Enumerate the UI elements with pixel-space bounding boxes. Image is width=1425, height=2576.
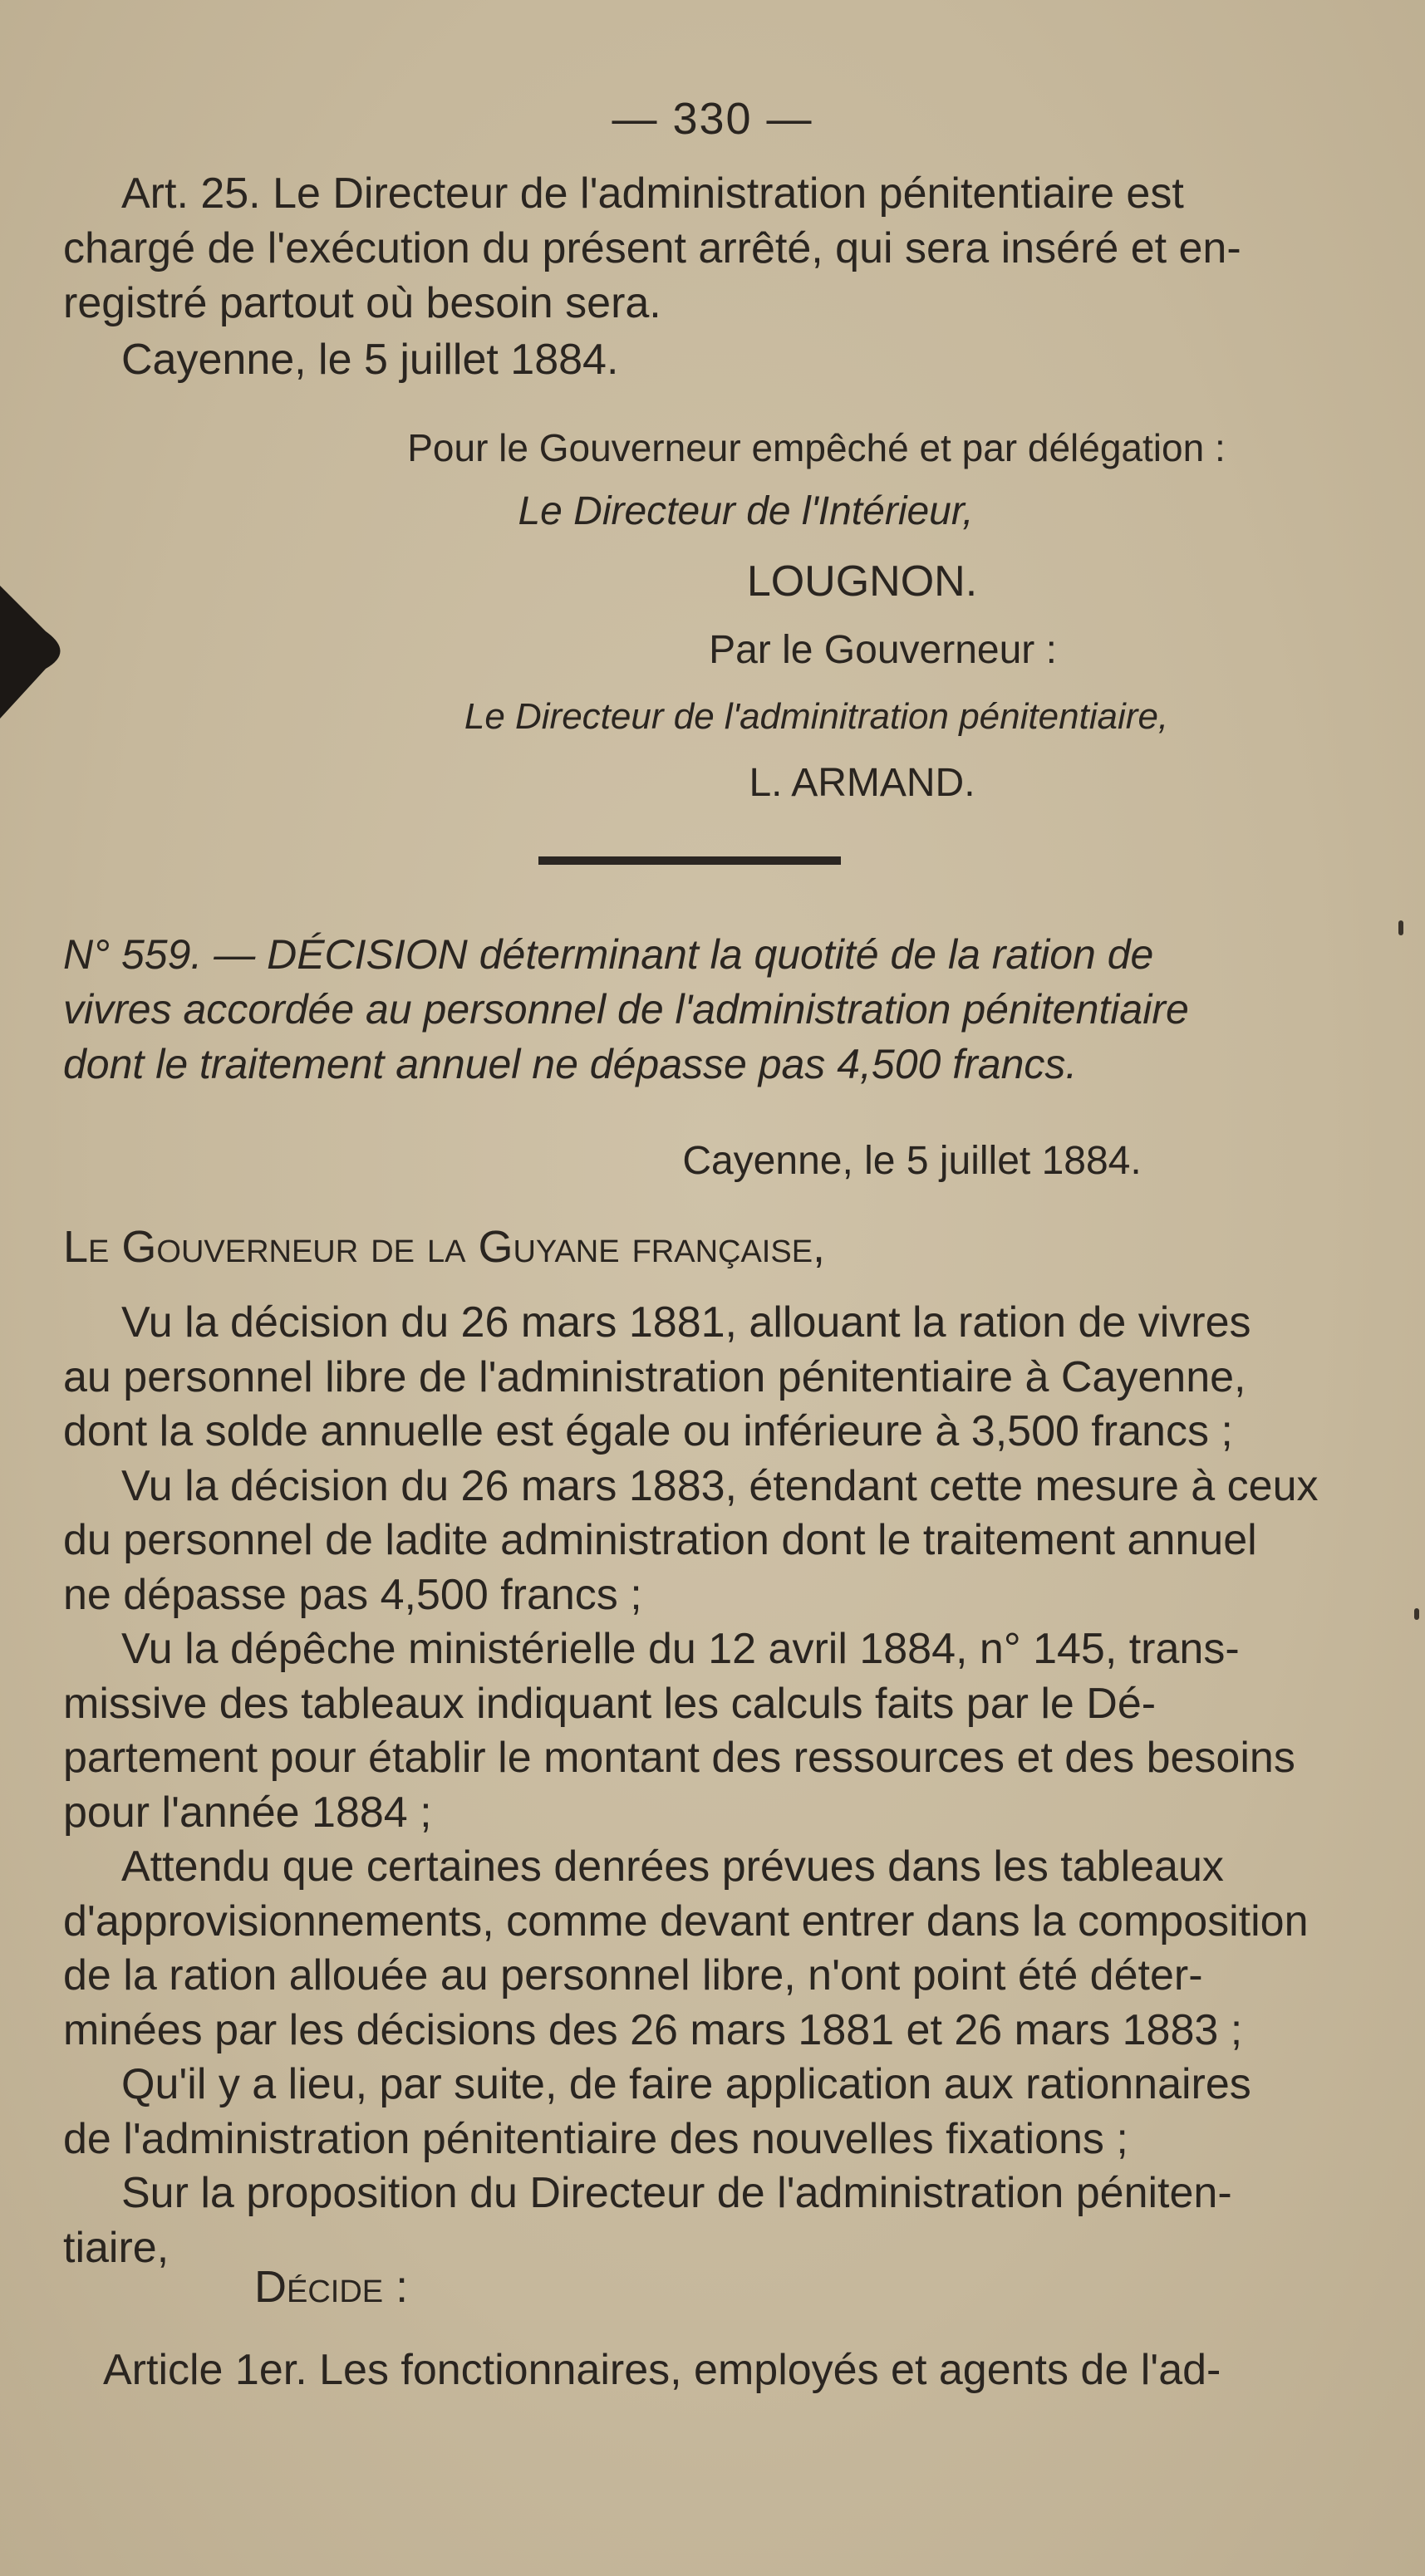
article-25-line-1: Art. 25. Le Directeur de l'administration pénitentiaire est xyxy=(121,169,1184,218)
considerant-1-line-3: dont la solde annuelle est égale ou inférieure à 3,500 francs ; xyxy=(63,1407,1233,1455)
section-rule xyxy=(538,856,841,865)
considerant-3-line-4: pour l'année 1884 ; xyxy=(63,1788,432,1837)
decision-heading-line-3: dont le traitement annuel ne dépasse pas 4,500 francs. xyxy=(63,1041,1078,1087)
considerant-3-line-3: partement pour établir le montant des ressources et des besoins xyxy=(63,1734,1295,1782)
article-25 xyxy=(63,166,1319,331)
signatory-name-2: L. ARMAND. xyxy=(749,761,975,805)
considerants xyxy=(63,1296,1319,2275)
page-number: — 330 — xyxy=(612,94,813,144)
delegation-line: Pour le Gouverneur empêché et par délégation : xyxy=(407,426,1226,469)
governor-line: Le Gouverneur de la Guyane française, xyxy=(63,1222,826,1272)
signatory-title-1: Le Directeur de l'Intérieur, xyxy=(518,489,974,533)
considerant-6-line-2: tiaire, xyxy=(63,2223,170,2272)
considerant-3-line-2: missive des tableaux indiquant les calculs faits par le Dé- xyxy=(63,1679,1157,1728)
decide-heading: Décide : xyxy=(254,2262,409,2312)
considerant-4-line-1: Attendu que certaines denrées prévues dans les tableaux xyxy=(121,1842,1224,1891)
considerant-4-line-4: minées par les décisions des 26 mars 1881 et 26 mars 1883 ; xyxy=(63,2005,1243,2054)
signatory-name-1: LOUGNON. xyxy=(746,557,978,606)
by-governor-line: Par le Gouverneur : xyxy=(709,628,1057,672)
ink-speck xyxy=(1414,1608,1419,1620)
considerant-5-line-1: Qu'il y a lieu, par suite, de faire application aux rationnaires xyxy=(121,2060,1251,2108)
considerant-3 xyxy=(63,1622,1319,1840)
signatory-title-2: Le Directeur de l'adminitration pénitentiaire, xyxy=(464,696,1169,737)
considerant-4-line-2: d'approvisionnements, comme devant entrer dans la composition xyxy=(63,1896,1309,1945)
considerant-5 xyxy=(63,2058,1319,2166)
considerant-5-line-2: de l'administration pénitentiaire des nouvelles fixations ; xyxy=(63,2114,1128,2163)
considerant-4-line-3: de la ration allouée au personnel libre, n'ont point été déter- xyxy=(63,1951,1203,1999)
decision-heading xyxy=(63,927,1319,1092)
decision-heading-rest: déterminant la quotité de la ration de xyxy=(479,931,1154,978)
margin-arrow-marker xyxy=(0,586,75,719)
considerant-3-line-1: Vu la dépêche ministérielle du 12 avril 1884, n° 145, trans- xyxy=(121,1625,1240,1673)
considerant-1 xyxy=(63,1296,1319,1460)
considerant-1-line-1: Vu la décision du 26 mars 1881, allouant la ration de vivres xyxy=(121,1298,1251,1347)
dateline-2: Cayenne, le 5 juillet 1884. xyxy=(682,1139,1142,1183)
article-25-line-2: chargé de l'exécution du présent arrêté, qui sera inséré et en- xyxy=(63,224,1241,272)
considerant-6-line-1: Sur la proposition du Directeur de l'administration péniten- xyxy=(121,2169,1232,2217)
considerant-4 xyxy=(63,1840,1319,2058)
considerant-2-line-2: du personnel de ladite administration dont le traitement annuel xyxy=(63,1516,1257,1564)
decision-heading-line-2: vivres accordée au personnel de l'administration pénitentiaire xyxy=(63,986,1189,1033)
considerant-2 xyxy=(63,1460,1319,1623)
dateline-1: Cayenne, le 5 juillet 1884. xyxy=(121,336,619,384)
considerant-1-line-2: au personnel libre de l'administration pénitentiaire à Cayenne, xyxy=(63,1352,1246,1401)
ink-speck xyxy=(1398,920,1403,935)
decision-number: N° 559. — DÉCISION xyxy=(63,931,468,978)
considerant-2-line-3: ne dépasse pas 4,500 francs ; xyxy=(63,1570,642,1619)
article-25-line-3: registré partout où besoin sera. xyxy=(63,279,661,327)
considerant-2-line-1: Vu la décision du 26 mars 1883, étendant cette mesure à ceux xyxy=(121,1461,1319,1510)
article-1: Article 1er. Les fonctionnaires, employés et agents de l'ad- xyxy=(103,2346,1221,2394)
